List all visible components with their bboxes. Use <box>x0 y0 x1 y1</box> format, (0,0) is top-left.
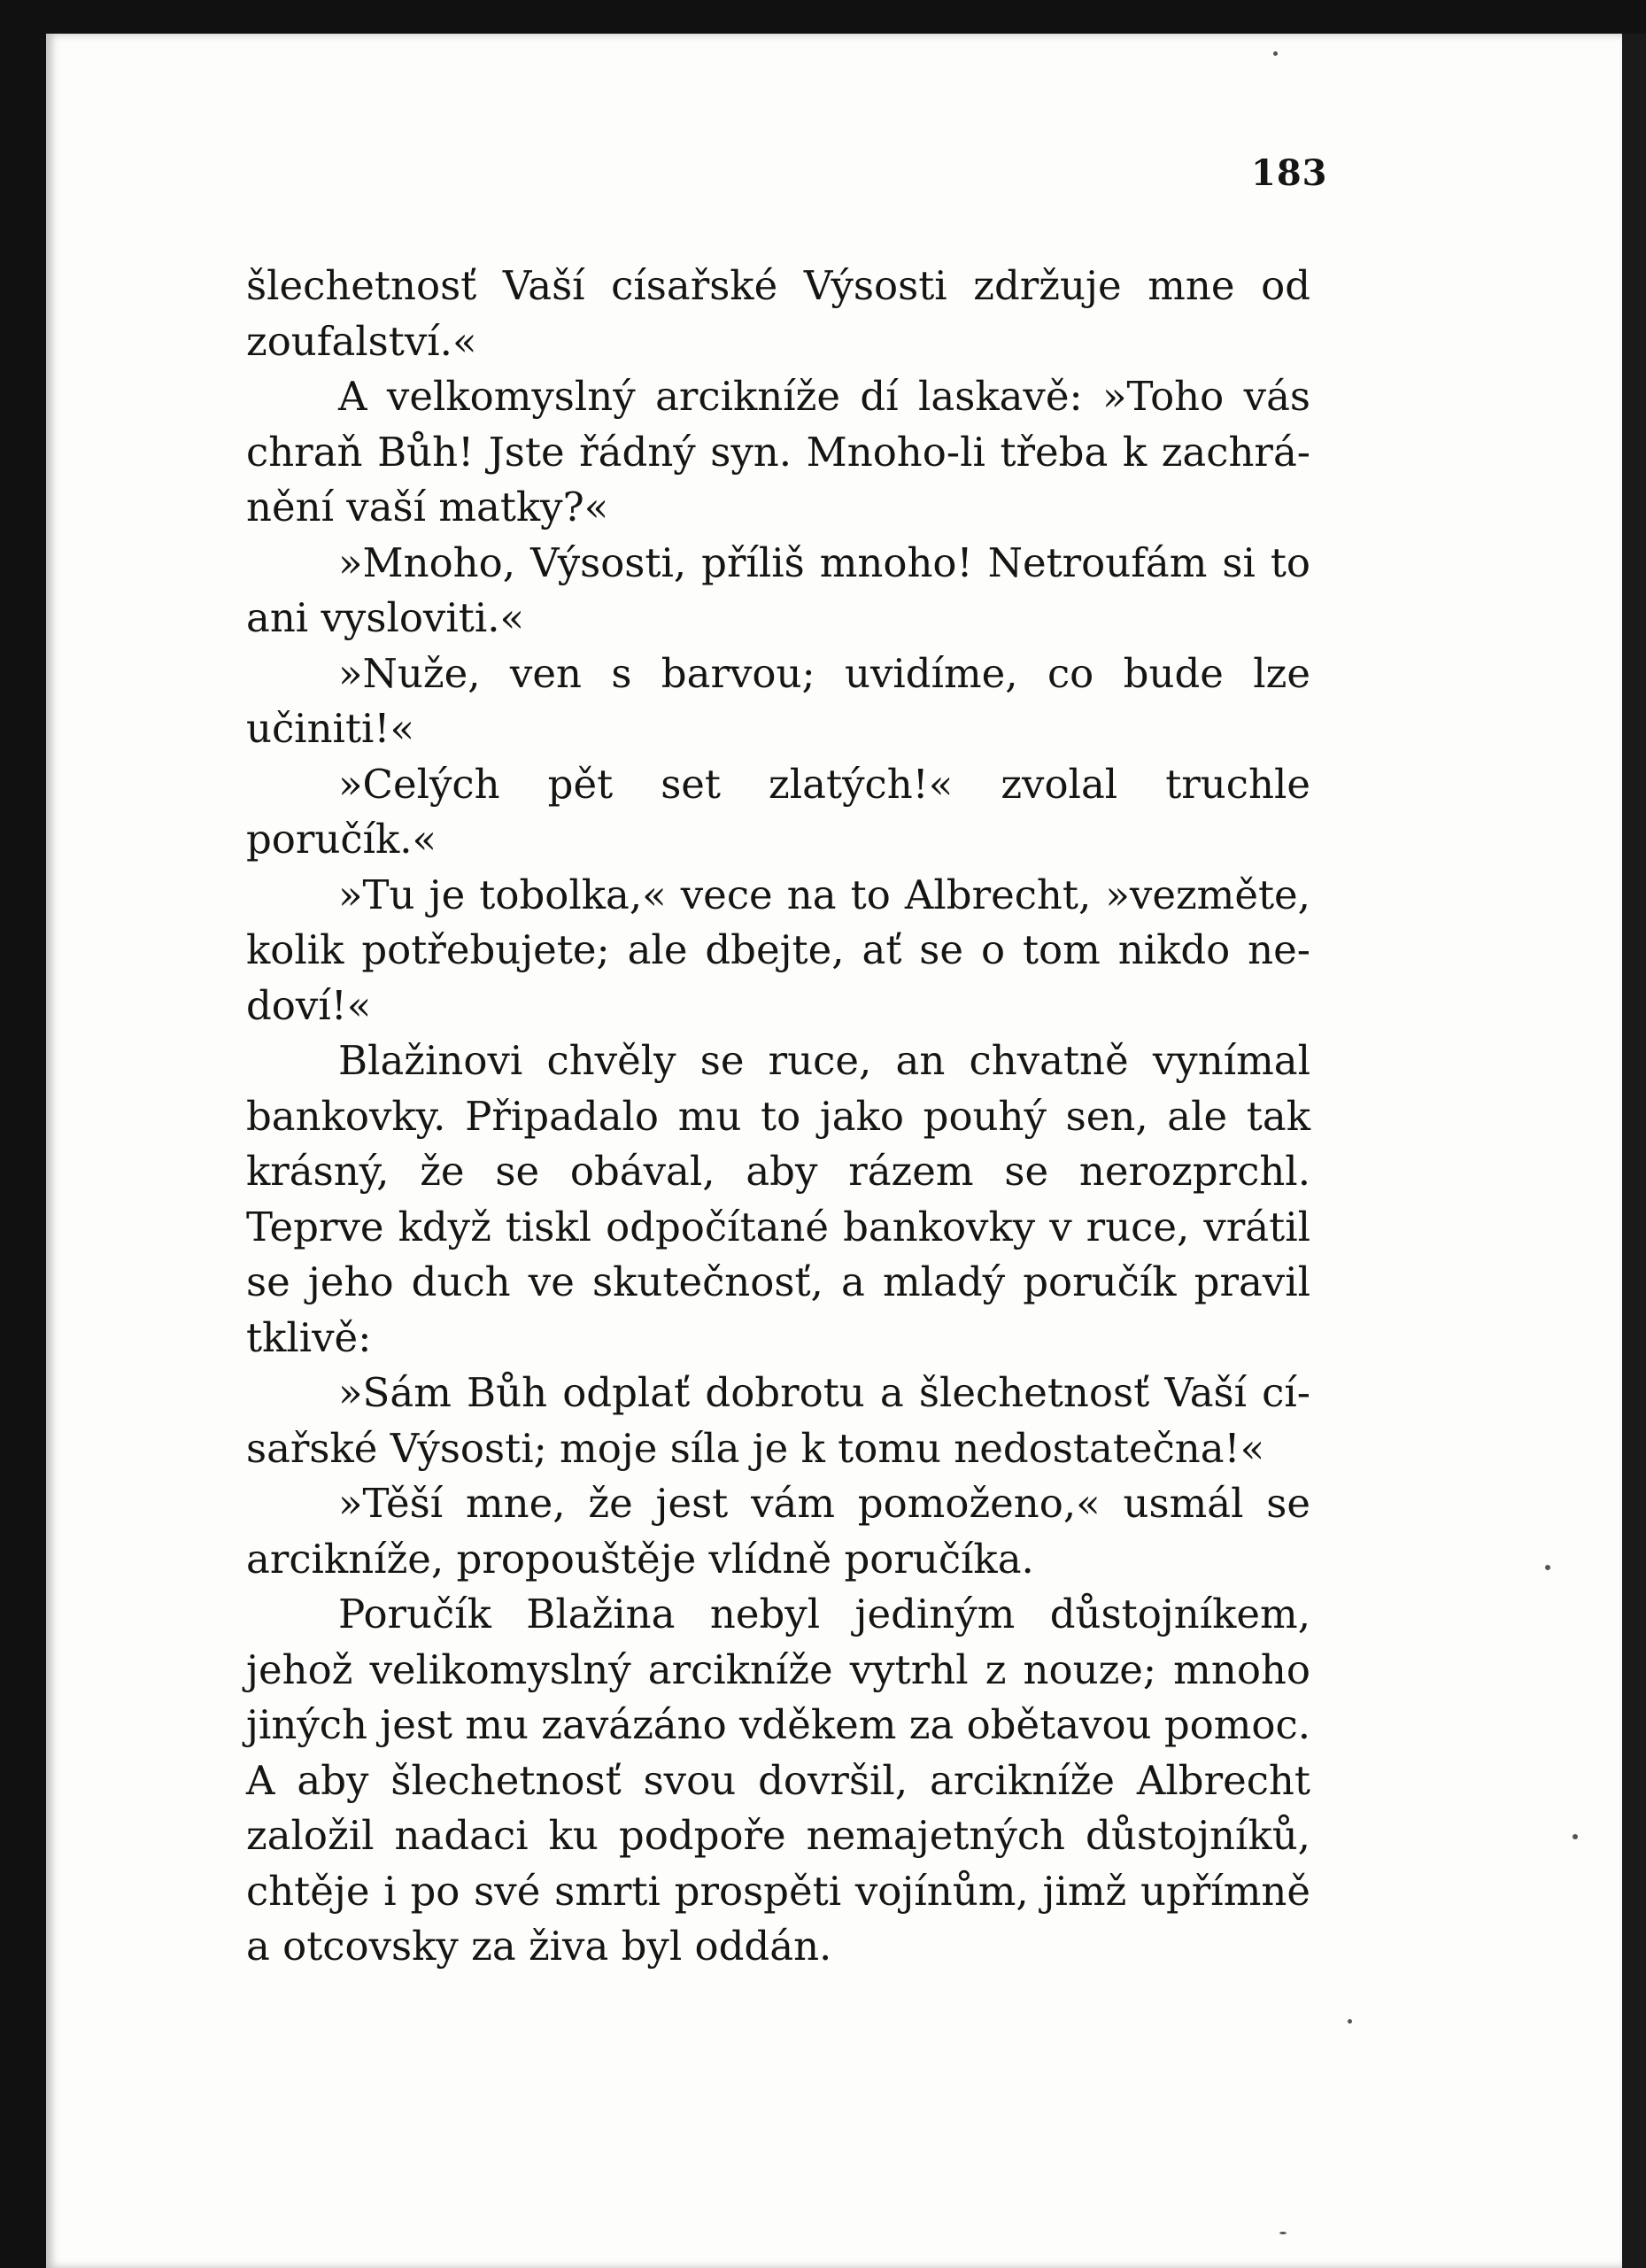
paragraph-5: »Celých pět set zlatých!« zvolal truchle poručík.« <box>246 760 1310 863</box>
paragraph-1: šlechetnosť Vaší císařské Výsosti zdržuje mne od zoufalství.« <box>246 262 1310 365</box>
paragraph-4: »Nuže, ven s barvou; uvidíme, co bude lze učiniti!« <box>246 649 1310 752</box>
scan-speck <box>1348 2019 1352 2024</box>
paragraph-2: A velkomyslný arcikníže dí laskavě: »Toho vás chraň Bůh! Jste řádný syn. Mnoho-li třeba k zachránění vaší matky?« <box>246 373 1310 530</box>
paragraph-8: »Sám Bůh odplať dobrotu a šlechetnosť Vaší císařské Výsosti; moje síla je k tomu nedostatečna!« <box>246 1369 1310 1472</box>
paragraph-3: »Mnoho, Výsosti, příliš mnoho! Netroufám si to ani vysloviti.« <box>246 538 1310 641</box>
scan-speck <box>1545 1565 1550 1570</box>
paragraph-6: »Tu je tobolka,« vece na to Albrecht, »vezměte, kolik potřebujete; ale dbejte, ať se o tom nikdo nedoví!« <box>246 871 1310 1029</box>
paragraph-7: Blažinovi chvěly se ruce, an chvatně vynímal bankovky. Připadalo mu to jako pouhý sen, ale tak krásný, že se obával, aby rázem se nerozprchl. Teprve když tiskl odpočítané bankovky v ruce, vrátil se jeho duch ve skutečnosť, a mladý poručík pravil tklivě: <box>246 1037 1310 1361</box>
scan-speck <box>1273 51 1278 56</box>
paragraph-10: Poručík Blažina nebyl jediným důstojníkem, jehož velikomyslný arcikníže vytrhl z nouze; mnoho jiných jest mu zavázáno vděkem za obětavou pomoc. A aby šlechetnosť svou dovršil, arcikníže Albrecht založil nadaci ku podpoře nemajetných důstojníků, chtěje i po své smrti prospěti vojínům, jimž upřímně a otcovsky za živa byl oddán. <box>246 1591 1310 1970</box>
page-edge-shadow <box>1622 34 1646 2268</box>
scan-speck <box>1573 1834 1578 1839</box>
scan-speck <box>1279 2232 1287 2234</box>
body-text <box>246 259 1310 1975</box>
paragraph-9: »Těší mne, že jest vám pomoženo,« usmál se arcikníže, propouštěje vlídně poručíka. <box>246 1480 1310 1583</box>
page-number: 183 <box>1251 152 1328 194</box>
